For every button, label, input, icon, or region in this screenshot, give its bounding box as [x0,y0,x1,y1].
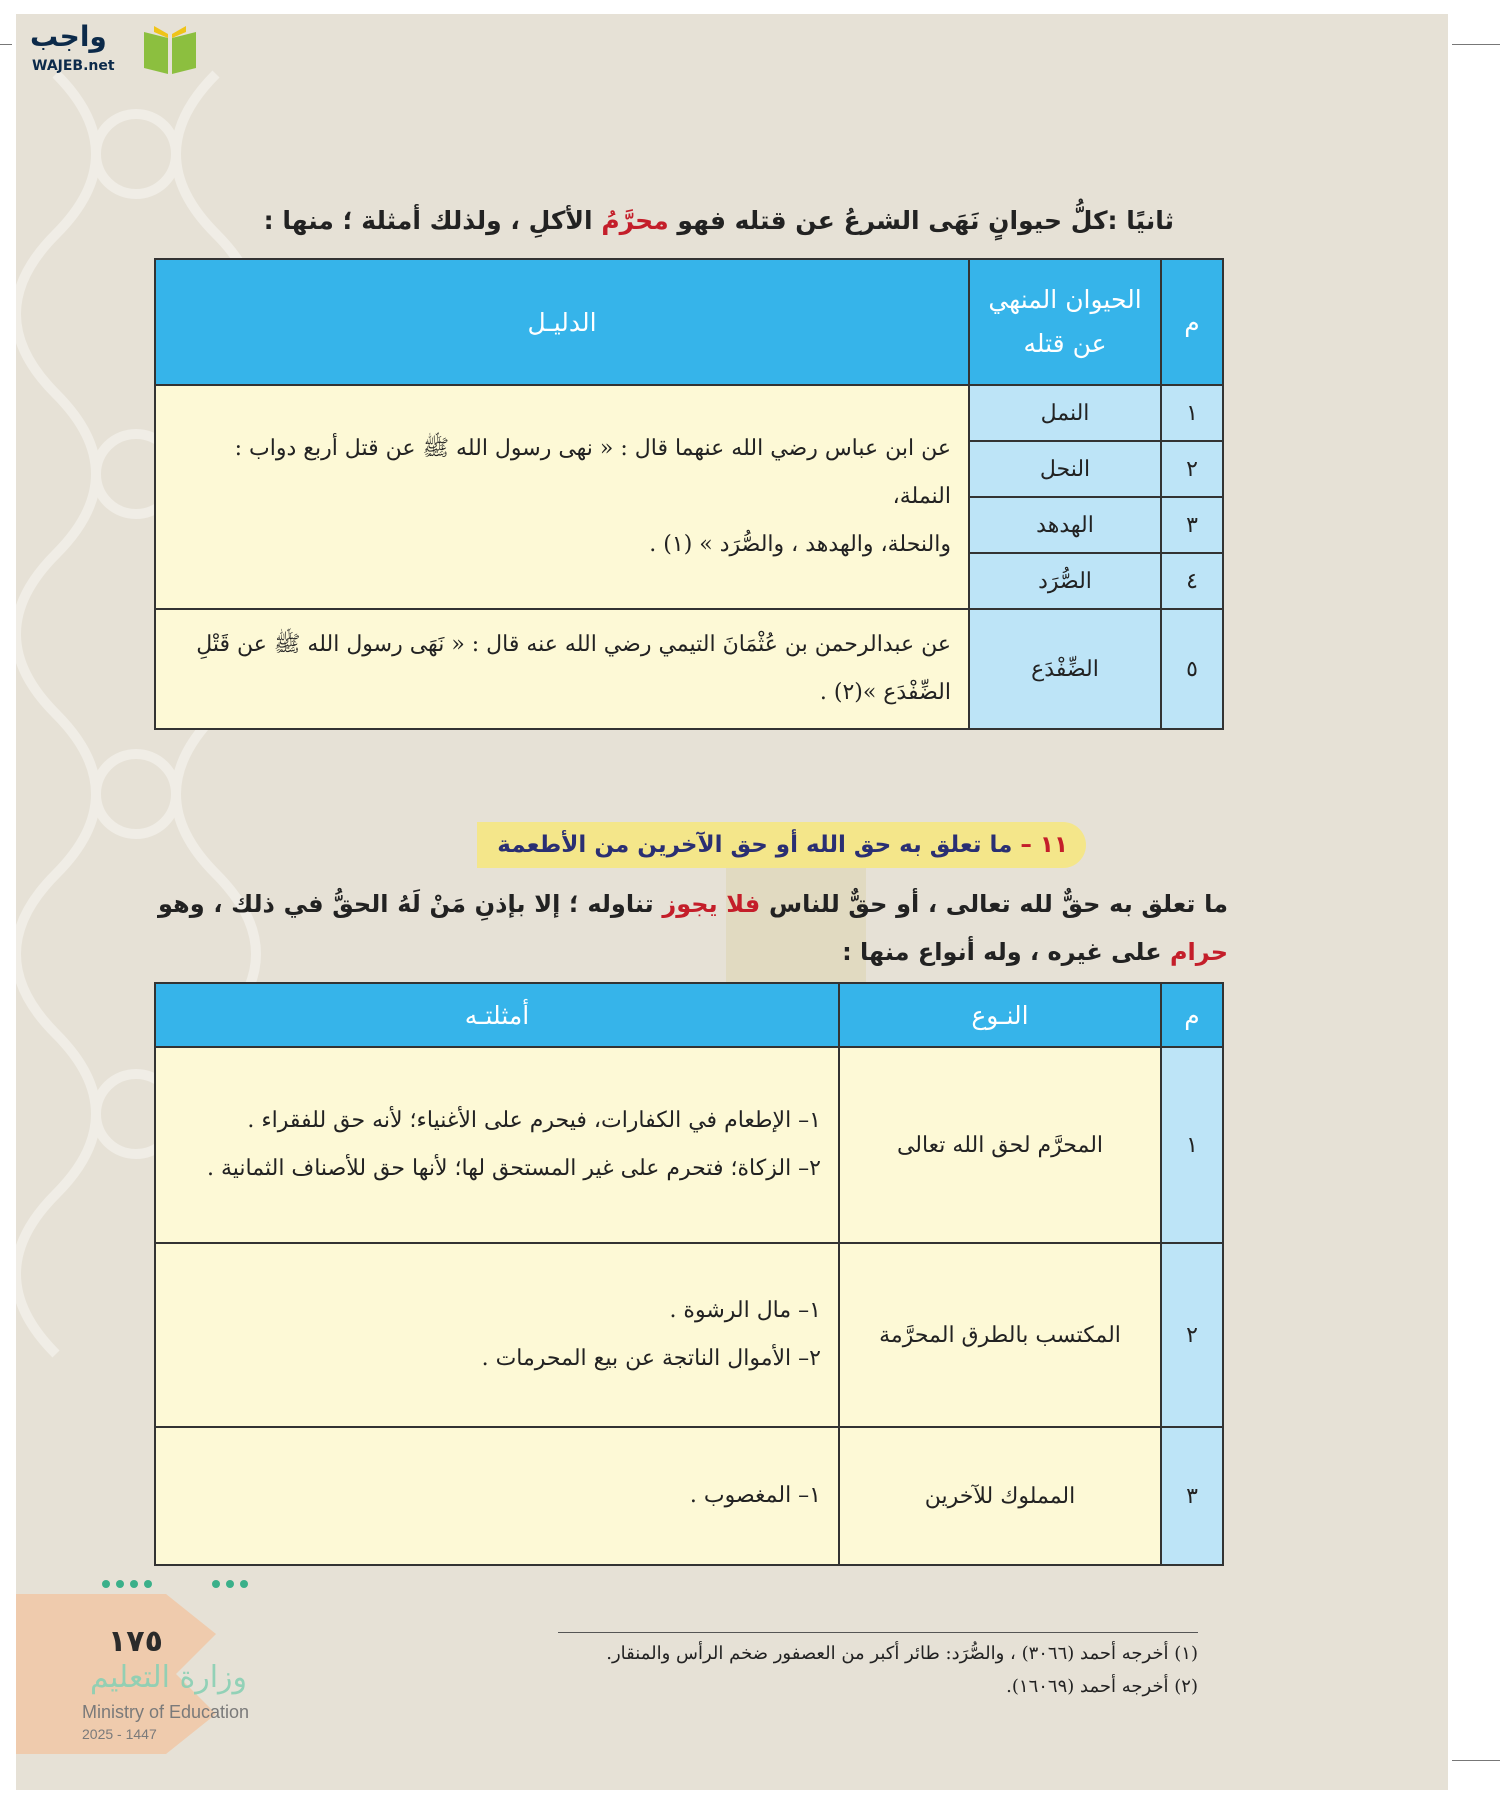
row-animal: النحل [969,441,1161,497]
logo-word: واجب [30,20,107,53]
section-number: ١١ – [1020,832,1068,858]
heading-text-1: ثانيًا :كلُّ حيوانٍ نَهَى الشرعُ عن قتله فهو [668,206,1174,235]
ministry-english: Ministry of Education [82,1702,250,1722]
table-row [155,385,1223,441]
heading-highlight: محرَّمُ [601,206,669,235]
example-item: ٢– الأموال الناتجة عن بيع المحرمات . [481,1346,821,1371]
header-evidence: الدليـل [155,259,969,385]
page-number: ١٧٥ [108,1624,163,1659]
row-num: ٣ [1161,1427,1223,1565]
section-title: ما تعلق به حق الله أو حق الآخرين من الأطعمة [497,832,1021,858]
crop-mark [1452,44,1500,45]
para-text-1: ما تعلق به حقٌّ لله تعالى ، أو حقٌّ للناس [760,890,1229,918]
header-examples: أمثلتـه [155,983,839,1047]
intro-paragraph [158,880,1228,976]
example-item: ٢– الزكاة؛ فتحرم على غير المستحق لها؛ لأنها حق للأصناف الثمانية . [207,1156,821,1181]
row-num: ١ [1161,1047,1223,1243]
wajeb-logo [30,20,210,80]
table-header-row [155,259,1223,385]
header-type: النـوع [839,983,1161,1047]
types-table [154,982,1224,1566]
example-item: ١– مال الرشوة . [669,1298,821,1323]
crop-mark [0,44,12,45]
section-title-bar [477,822,1086,868]
evidence-1-line-2: والنحلة، والهدهد ، والصُّرَد » (١) . [649,532,951,557]
evidence-1-line-1: عن ابن عباس رضي الله عنهما قال : « نهى رسول الله ﷺ عن قتل أربع دواب : النملة، [234,436,951,509]
row-type: المكتسب بالطرق المحرَّمة [839,1243,1161,1427]
para-red-1: فلا يجوز [662,890,761,918]
ministry-arabic: وزارة التعليم [90,1660,248,1695]
row-num: ٢ [1161,441,1223,497]
row-examples [155,1243,839,1427]
para-red-2: حرام [1169,938,1228,966]
row-animal: الصُّرَد [969,553,1161,609]
crop-mark [1452,1760,1500,1761]
header-num: م [1161,259,1223,385]
ministry-year: 2025 - 1447 [82,1726,157,1742]
table-row [155,609,1223,729]
example-item: ١– المغصوب . [689,1483,821,1508]
table-row [155,1427,1223,1565]
row-animal: النمل [969,385,1161,441]
row-num: ٣ [1161,497,1223,553]
header-animal: الحيوان المنهي عن قتله [969,259,1161,385]
para-text-3: على غيره ، وله أنواع منها : [842,938,1170,966]
section-heading [264,206,1174,235]
book-icon [140,24,200,76]
footnote-1: (١) أخرجه أحمد (٣٠٦٦) ، والصُّرَد: طائر أكبر من العصفور ضخم الرأس والمنقار. [606,1643,1198,1664]
footnotes [558,1632,1198,1709]
evidence-cell-2 [155,609,969,729]
header-num: م [1161,983,1223,1047]
row-examples [155,1427,839,1565]
table-row [155,1243,1223,1427]
row-animal: الضِّفْدَع [969,609,1161,729]
row-num: ١ [1161,385,1223,441]
row-num: ٤ [1161,553,1223,609]
example-item: ١– الإطعام في الكفارات، فيحرم على الأغنياء؛ لأنه حق للفقراء . [247,1108,821,1133]
heading-text-2: الأكلِ ، ولذلك أمثلة ؛ منها : [263,206,602,235]
row-num: ٢ [1161,1243,1223,1427]
table-row [155,1047,1223,1243]
logo-net: WAJEB.net [32,58,115,74]
para-text-2: تناوله ؛ إلا بإذنِ مَنْ لَهُ الحقُّ في ذلك ، وهو [158,890,663,918]
footnote-2: (٢) أخرجه أحمد (١٦٠٦٩). [1006,1676,1198,1697]
evidence-2-line-1: عن عبدالرحمن بن عُثْمَانَ التيمي رضي الله عنه قال : « نَهَى رسول الله ﷺ عن قَتْلِ [196,632,951,657]
row-type: المملوك للآخرين [839,1427,1161,1565]
evidence-2-line-2: الضِّفْدَع »(٢) . [819,680,951,705]
evidence-cell-1 [155,385,969,609]
table-header-row [155,983,1223,1047]
row-examples [155,1047,839,1243]
row-num: ٥ [1161,609,1223,729]
row-type: المحرَّم لحق الله تعالى [839,1047,1161,1243]
page [16,14,1448,1790]
forbidden-animals-table [154,258,1224,730]
row-animal: الهدهد [969,497,1161,553]
